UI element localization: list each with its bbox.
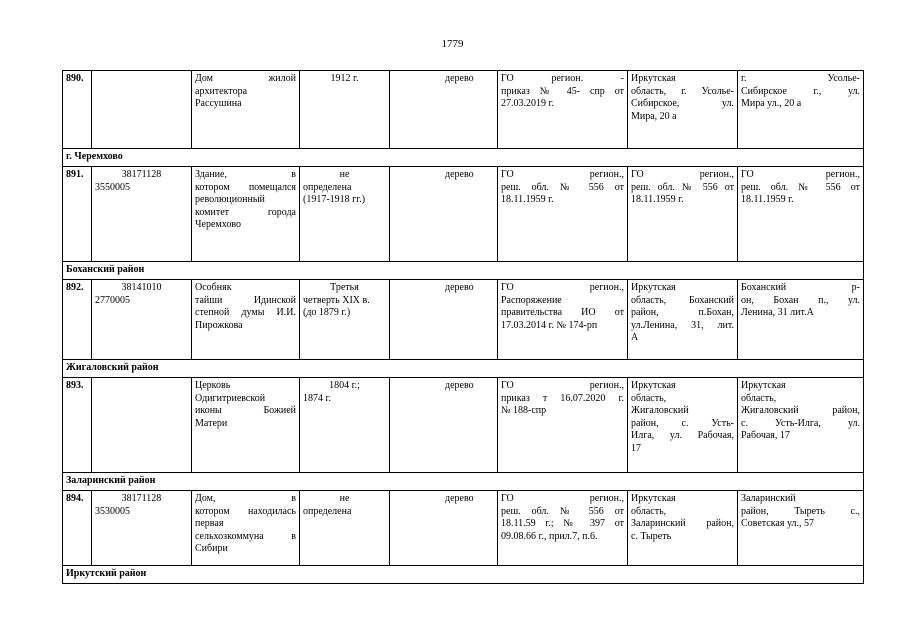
cell-line: котором помещался xyxy=(195,181,296,193)
cell-line: Дом жилой xyxy=(195,73,296,84)
object-location xyxy=(738,167,864,262)
table-row xyxy=(63,167,864,262)
section-title: Боханский район xyxy=(63,262,864,280)
object-name xyxy=(192,378,300,473)
cell-line: Иркутская xyxy=(631,73,676,84)
cell-line: ГО регион. - xyxy=(501,73,624,84)
cell-line: 09.08.66 г., прил.7, п.6. xyxy=(501,530,598,542)
cell-line: с. Усть-Илга, ул. xyxy=(741,417,860,429)
object-location xyxy=(738,491,864,566)
cell-line: Третья xyxy=(330,282,359,293)
cell-line: реш. обл. № 556 от xyxy=(631,181,734,193)
cell-line: 17 xyxy=(631,442,641,454)
page-number: 1779 xyxy=(441,38,464,50)
table-row xyxy=(63,71,864,149)
cell-line: 17.03.2014 г. № 174-рп xyxy=(501,319,598,331)
cell-line: г. Усолье- xyxy=(741,73,860,84)
cell-line: Рабочая, 17 xyxy=(741,430,790,441)
cell-line: реш. обл. № 556 от xyxy=(501,181,624,193)
section-header-row xyxy=(63,262,864,280)
cell-line: область, xyxy=(741,392,777,404)
cell-line: ГО регион., xyxy=(501,282,624,293)
protection-document xyxy=(498,167,628,262)
cell-line: Боханский р- xyxy=(741,282,860,293)
cell-line: Илга, ул. Рабочая, xyxy=(631,430,734,441)
object-material xyxy=(390,491,498,566)
cell-line: Матери xyxy=(195,417,228,429)
section-title: г. Черемхово xyxy=(63,149,864,167)
protection-document xyxy=(498,71,628,149)
row-number: 893. xyxy=(63,378,92,473)
registry-code xyxy=(92,167,192,262)
cell-line: 38141010 xyxy=(121,282,162,293)
cell-line: ГО регион., xyxy=(501,169,624,180)
object-date xyxy=(300,71,390,149)
cell-line: Заларинский xyxy=(741,493,796,504)
section-title: Заларинский район xyxy=(63,473,864,491)
cell-line: 2770005 xyxy=(95,294,130,306)
cell-line: 18.11.1959 г. xyxy=(631,194,684,205)
cell-line: 18.11.1959 г. xyxy=(501,194,554,205)
cell-line: Здание, в xyxy=(195,169,296,180)
cell-line: 3550005 xyxy=(95,181,130,193)
cell-line: первая xyxy=(195,518,224,529)
section-title: Жигаловский район xyxy=(63,360,864,378)
object-name xyxy=(192,491,300,566)
cell-line: область, xyxy=(631,392,667,404)
object-address xyxy=(628,378,738,473)
cell-line: (до 1879 г.) xyxy=(303,307,351,318)
cell-line: Иркутская xyxy=(741,380,786,391)
object-name xyxy=(192,280,300,360)
section-header-row xyxy=(63,473,864,491)
object-location xyxy=(738,280,864,360)
section-header-row xyxy=(63,360,864,378)
cell-line: ГО регион., xyxy=(631,169,734,180)
object-material xyxy=(390,71,498,149)
row-number: 891. xyxy=(63,167,92,262)
cell-line: Заларинский район, xyxy=(631,518,734,529)
cell-line: Мира ул., 20 а xyxy=(741,98,802,109)
row-number: 892. xyxy=(63,280,92,360)
registry-code xyxy=(92,378,192,473)
cell-line: сельхозкоммуна в xyxy=(195,530,296,542)
cell-line: Иркутская xyxy=(631,493,676,504)
cell-line: степной думы И.И. xyxy=(195,307,296,318)
table-row xyxy=(63,491,864,566)
cell-line: дерево xyxy=(445,73,474,84)
cell-line: район, Тыреть с., xyxy=(741,505,860,517)
registry-code xyxy=(92,280,192,360)
object-address xyxy=(628,167,738,262)
cell-line: Советская ул., 57 xyxy=(741,518,814,529)
cell-line: дерево xyxy=(445,282,474,293)
cell-line: ГО регион., xyxy=(741,169,860,180)
cell-line: № 188-спр xyxy=(501,405,547,416)
object-address xyxy=(628,491,738,566)
cell-line: дерево xyxy=(445,169,474,180)
object-name xyxy=(192,167,300,262)
cell-line: четверть XIX в. xyxy=(303,294,370,306)
cell-line: 18.11.1959 г. xyxy=(741,194,794,205)
registry-code xyxy=(92,71,192,149)
cell-line: реш. обл. № 556 от xyxy=(741,181,860,193)
cell-line: правительства ИО от xyxy=(501,307,624,318)
cell-line: комитет города xyxy=(195,206,296,218)
object-address xyxy=(628,280,738,360)
table-row xyxy=(63,378,864,473)
cell-line: район, п.Бохан, xyxy=(631,307,734,318)
object-address xyxy=(628,71,738,149)
section-header-row xyxy=(63,149,864,167)
cell-line: Мира, 20 а xyxy=(631,110,677,122)
cell-line: дерево xyxy=(445,493,474,504)
cell-line: ГО регион., xyxy=(501,380,624,391)
cell-line: он, Бохан п., ул. xyxy=(741,294,860,306)
cell-line: Жигаловский xyxy=(631,405,689,416)
cell-line: область, Боханский xyxy=(631,294,734,306)
object-material xyxy=(390,167,498,262)
cell-line: определена xyxy=(303,505,352,517)
cell-line: область, xyxy=(631,505,667,517)
cell-line: с. Тыреть xyxy=(631,530,672,542)
cell-line: приказ № 45- спр от xyxy=(501,85,624,97)
cell-line: не xyxy=(339,169,350,180)
cell-line: 1874 г. xyxy=(303,392,331,404)
cell-line: Жигаловский район, xyxy=(741,405,860,416)
cell-line: котором находилась xyxy=(195,505,296,517)
protection-document xyxy=(498,280,628,360)
table-row xyxy=(63,280,864,360)
cell-line: 38171128 xyxy=(121,493,162,504)
cell-line: Ленина, 31 лит.А xyxy=(741,307,814,318)
object-material xyxy=(390,280,498,360)
object-material xyxy=(390,378,498,473)
object-name xyxy=(192,71,300,149)
cell-line xyxy=(95,393,188,406)
cell-line: Иркутская xyxy=(631,380,676,391)
cell-line: Черемхово xyxy=(195,219,241,230)
cell-line: 27.03.2019 г. xyxy=(501,98,554,109)
cell-line: определена xyxy=(303,181,352,193)
cell-line: Церковь xyxy=(195,380,231,391)
cell-line: 18.11.59 г.; № 397 от xyxy=(501,518,624,529)
cell-line: область, г. Усолье- xyxy=(631,85,734,97)
object-location xyxy=(738,378,864,473)
cell-line: не xyxy=(339,493,350,504)
cell-line: Сибири xyxy=(195,543,228,554)
cell-line xyxy=(95,380,188,393)
cell-line: Особняк xyxy=(195,282,232,293)
cell-line: Дом, в xyxy=(195,493,296,504)
cell-line: Распоряжение xyxy=(501,294,562,306)
cell-line: Сибирское, ул. xyxy=(631,98,734,109)
cell-line: Сибирское г., ул. xyxy=(741,85,860,97)
object-date xyxy=(300,280,390,360)
cell-line: район, с. Усть- xyxy=(631,417,734,429)
cell-line: ул.Ленина, 31, лит. xyxy=(631,319,734,331)
object-date xyxy=(300,167,390,262)
cell-line: тайши Идинской xyxy=(195,294,296,306)
row-number: 894. xyxy=(63,491,92,566)
cell-line: (1917-1918 гг.) xyxy=(303,194,366,205)
protection-document xyxy=(498,378,628,473)
cell-line: 1912 г. xyxy=(330,73,359,84)
cell-line: дерево xyxy=(445,380,474,391)
cell-line: 3530005 xyxy=(95,505,130,517)
cell-line: реш. обл. № 556 от xyxy=(501,505,624,517)
cell-line: революционный xyxy=(195,194,265,205)
cell-line: Иркутская xyxy=(631,282,676,293)
cell-line xyxy=(95,86,188,99)
cell-line: приказ т 16.07.2020 г. xyxy=(501,392,624,404)
section-header-row xyxy=(63,566,864,584)
cell-line: 1804 г.; xyxy=(329,380,360,391)
cell-line: Одигитриевской xyxy=(195,392,266,404)
cell-line: 38171128 xyxy=(121,169,162,180)
cell-line: архитектора xyxy=(195,85,248,97)
heritage-registry-table xyxy=(62,70,864,584)
cell-line: А xyxy=(631,332,639,343)
object-location xyxy=(738,71,864,149)
row-number: 890. xyxy=(63,71,92,149)
cell-line: иконы Божией xyxy=(195,405,296,416)
object-date xyxy=(300,378,390,473)
registry-code xyxy=(92,491,192,566)
cell-line: Пирожкова xyxy=(195,319,243,331)
cell-line: ГО регион., xyxy=(501,493,624,504)
protection-document xyxy=(498,491,628,566)
cell-line: Рассушина xyxy=(195,98,242,109)
cell-line xyxy=(95,73,188,86)
object-date xyxy=(300,491,390,566)
section-title: Иркутский район xyxy=(63,566,864,584)
